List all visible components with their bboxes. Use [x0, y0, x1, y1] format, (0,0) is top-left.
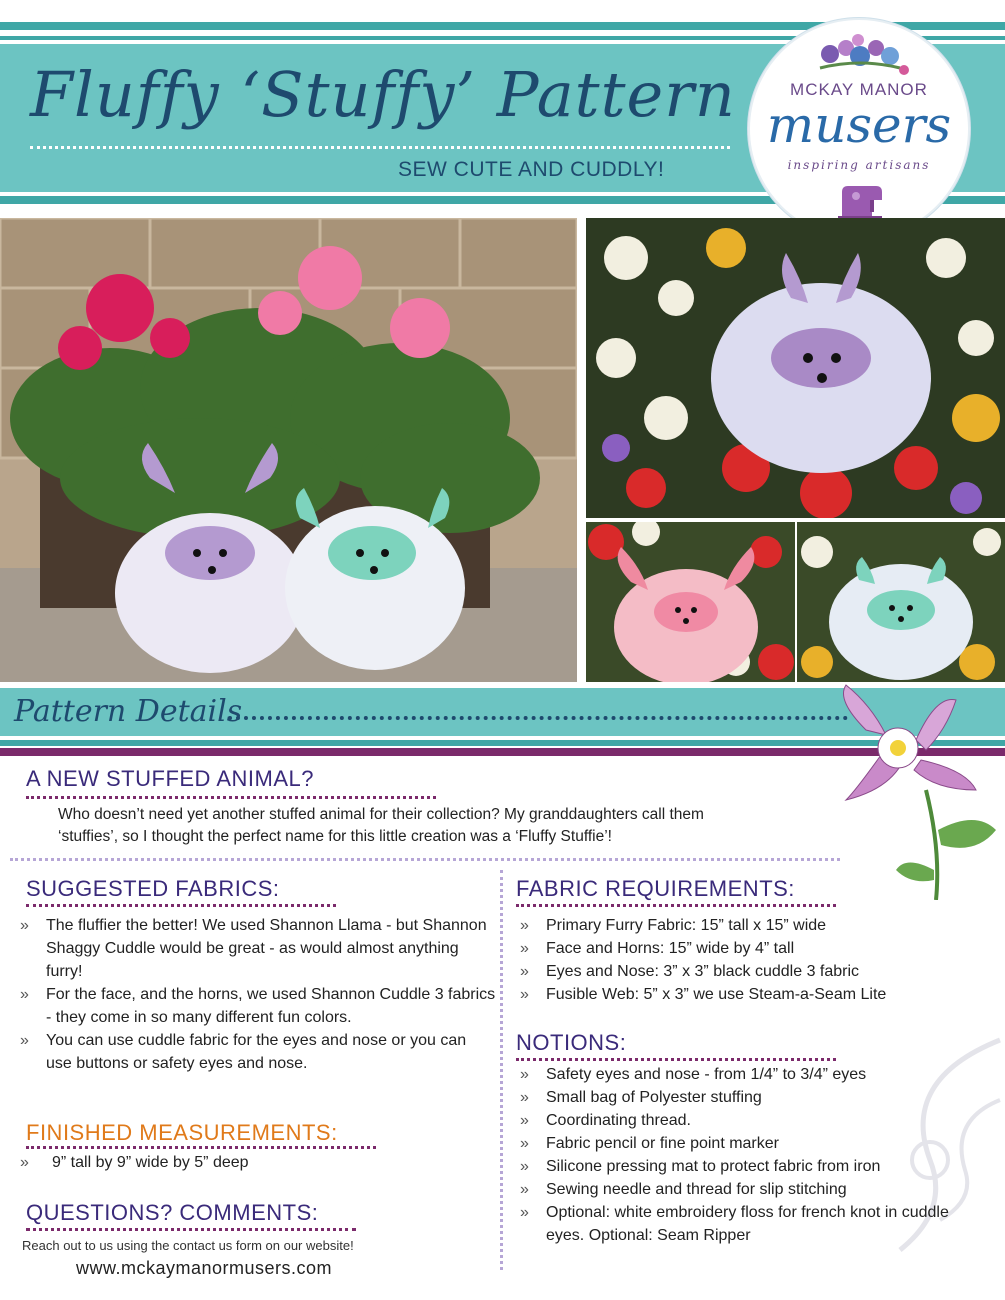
finished-measurements-list [18, 1151, 488, 1174]
fabric-requirements-rule [516, 904, 836, 907]
photo-lavender-stuffy [586, 218, 1005, 518]
suggested-fabrics-rule [26, 904, 336, 907]
fabric-requirements-heading: FABRIC REQUIREMENTS: [516, 876, 795, 901]
intro-dotted-rule [26, 796, 436, 799]
columbine-flower-icon [826, 680, 1005, 900]
photo-mint-stuffy [797, 522, 1005, 682]
list-item: » You can use cuddle fabric for the eyes and nose or you can use buttons or safety eyes and nose. [20, 1032, 467, 1072]
list-item: » Optional: white embroidery floss for french knot in cuddle eyes. Optional: Seam Ripper [520, 1204, 949, 1244]
list-item: » Fusible Web: 5” x 3” we use Steam-a-Seam Lite [520, 986, 887, 1003]
logo-tagline: inspiring artisans [787, 158, 931, 172]
list-item: » Coordinating thread. [520, 1112, 691, 1129]
finished-measurements-rule [26, 1146, 376, 1149]
photo-stuffies-planter [0, 218, 577, 682]
column-divider [500, 870, 503, 1270]
list-item: » Safety eyes and nose - from 1/4” to 3/4” eyes [520, 1066, 867, 1083]
intro-heading: A NEW STUFFED ANIMAL? [26, 766, 314, 791]
intro-paragraph [58, 804, 938, 848]
list-item: » Small bag of Polyester stuffing [520, 1089, 762, 1106]
list-item: » 9” tall by 9” wide by 5” deep [20, 1154, 249, 1171]
pattern-details-dotted-rule [228, 716, 848, 720]
list-item: » Silicone pressing mat to protect fabric from iron [520, 1158, 881, 1175]
list-item: » Fabric pencil or fine point marker [520, 1135, 779, 1152]
notions-heading: NOTIONS: [516, 1030, 627, 1055]
intro-line-1: Who doesn’t need yet another stuffed animal for their collection? My granddaughters call them [58, 806, 704, 823]
questions-heading: QUESTIONS? COMMENTS: [26, 1200, 319, 1225]
logo-top-text: MCKAY MANOR [790, 80, 928, 99]
suggested-fabrics-heading: SUGGESTED FABRICS: [26, 876, 280, 901]
notions-rule [516, 1058, 836, 1061]
section-dotted-rule [10, 858, 840, 861]
questions-rule [26, 1228, 356, 1231]
intro-line-2: ‘stuffies’, so I thought the perfect name for this little creation was a ‘Fluffy Stuffie’! [58, 828, 612, 845]
contact-note: Reach out to us using the contact us form on our website! [22, 1238, 354, 1253]
website-link[interactable]: www.mckaymanormusers.com [76, 1258, 333, 1278]
page-subtitle: SEW CUTE AND CUDDLY! [398, 158, 665, 181]
list-item: » Sewing needle and thread for slip stitching [520, 1181, 847, 1198]
list-item: » The fluffier the better! We used Shannon Llama - but Shannon Shaggy Cuddle would be great - as would almost anything furry! [20, 917, 487, 980]
finished-measurements-heading: FINISHED MEASUREMENTS: [26, 1120, 338, 1145]
suggested-fabrics-list [18, 914, 496, 1075]
list-item: » Primary Furry Fabric: 15” tall x 15” wide [520, 917, 827, 934]
brand-logo [748, 18, 970, 240]
logo-main-text: musers [766, 96, 952, 154]
list-item: » Face and Horns: 15” wide by 4” tall [520, 940, 795, 957]
photo-pink-stuffy [586, 522, 795, 682]
page-title: Fluffy ‘Stuffy’ Pattern [30, 58, 736, 131]
title-dotted-rule [30, 146, 730, 149]
fabric-requirements-list [518, 914, 968, 1006]
notions-list [518, 1063, 968, 1247]
list-item: » For the face, and the horns, we used Shannon Cuddle 3 fabrics - they come in so many different fun colors. [20, 986, 496, 1026]
list-item: » Eyes and Nose: 3” x 3” black cuddle 3 fabric [520, 963, 860, 980]
pattern-details-heading: Pattern Details [14, 694, 243, 729]
flower-bouquet-icon [800, 30, 920, 78]
